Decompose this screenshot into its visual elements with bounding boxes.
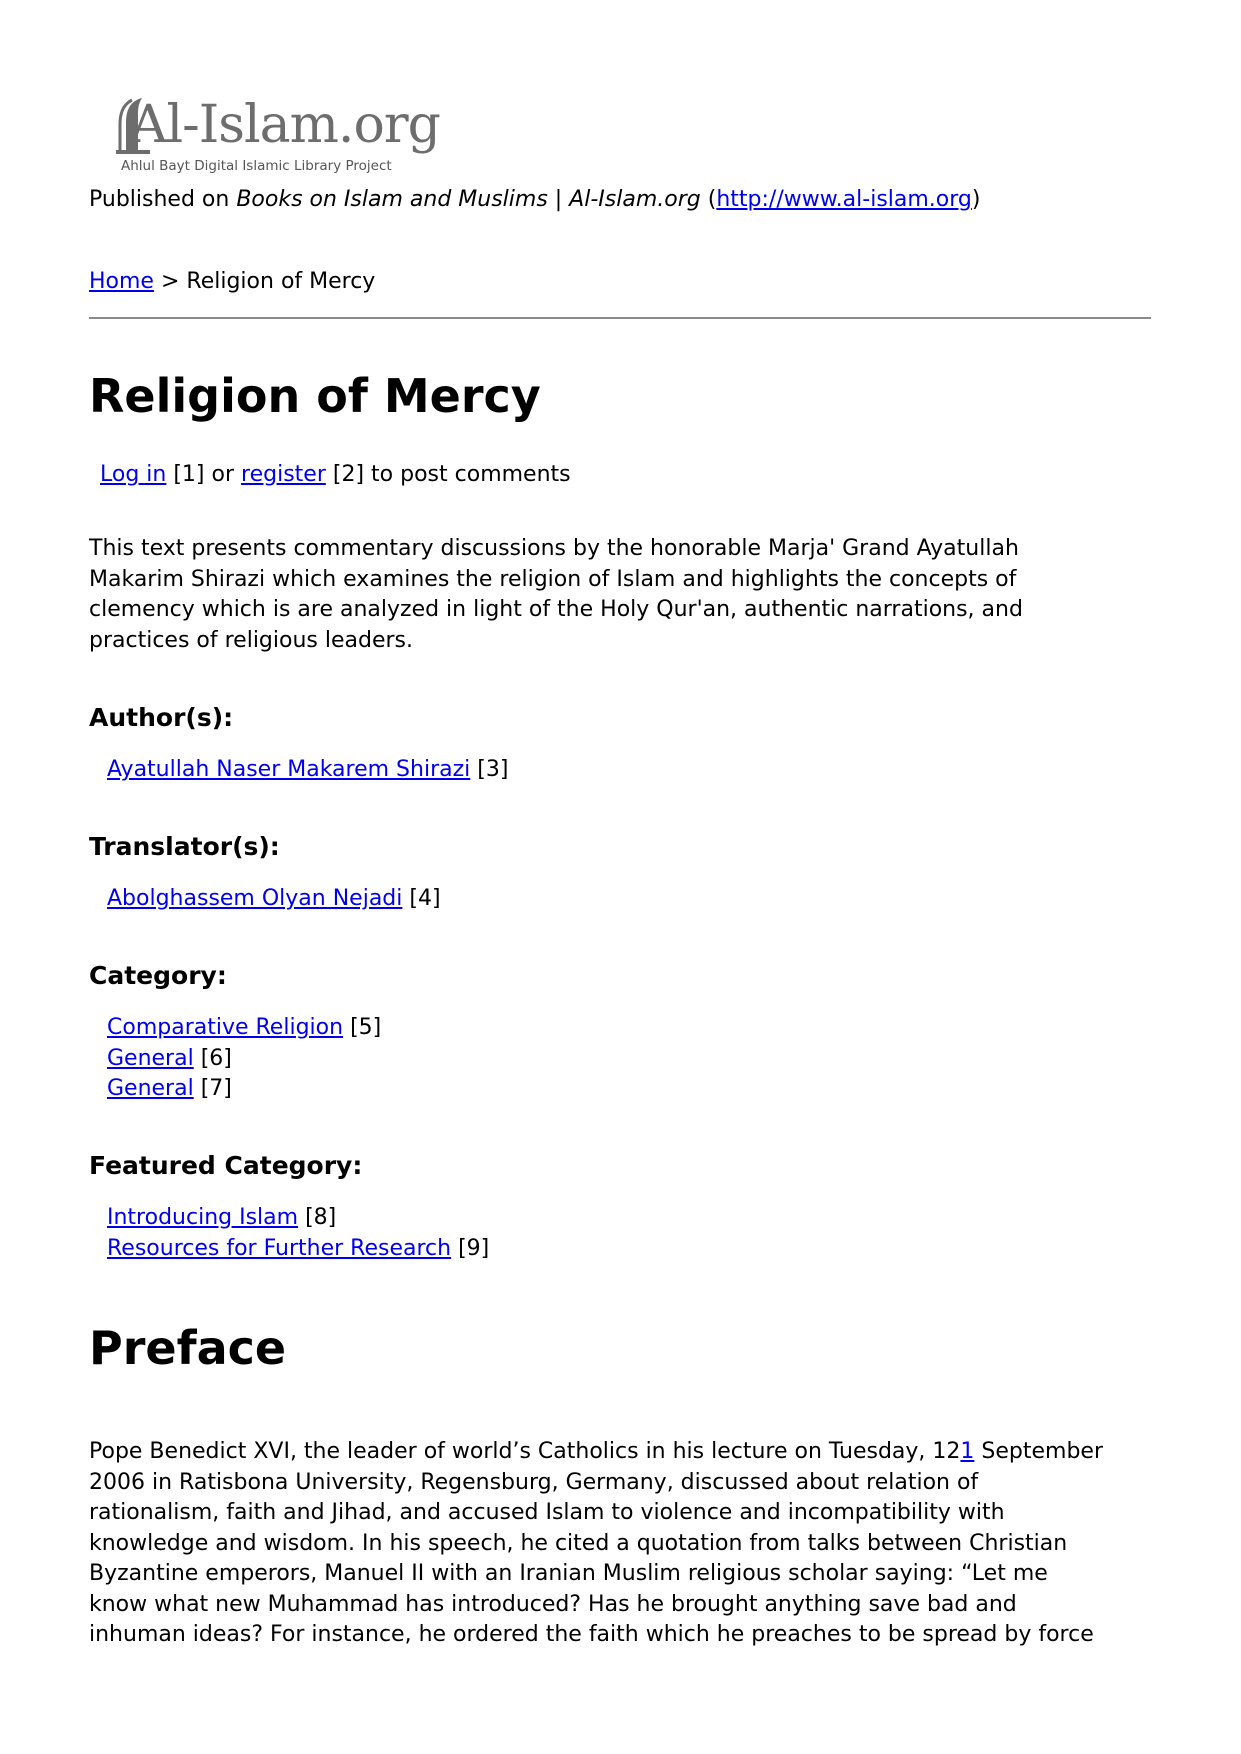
list-item <box>107 1013 381 1044</box>
login-link[interactable]: Log in <box>100 462 167 487</box>
featured-ref: [9] <box>458 1235 490 1261</box>
published-site: Books on Islam and Muslims | Al-Islam.org <box>236 187 701 212</box>
logo-tagline: Ahlul Bayt Digital Islamic Library Project <box>121 158 392 174</box>
text-line <box>89 1437 1151 1468</box>
site-url-link[interactable]: http://www.al-islam.org <box>716 187 972 212</box>
category-label: Category: <box>89 961 227 990</box>
category-link-general[interactable]: General <box>107 1045 194 1071</box>
published-url-open: ( <box>707 187 717 212</box>
preface-text <box>89 1437 1151 1651</box>
breadcrumb-current: Religion of Mercy <box>186 269 376 294</box>
category-ref: [6] <box>200 1045 232 1071</box>
login-ref: [1] <box>173 462 205 487</box>
category-link-comparative-religion[interactable]: Comparative Religion <box>107 1015 344 1040</box>
comments-suffix: to post comments <box>371 462 571 487</box>
author-link[interactable]: Ayatullah Naser Makarem Shirazi <box>107 757 471 782</box>
page-title: Religion of Mercy <box>89 369 541 423</box>
text-line: knowledge and wisdom. In his speech, he cited a quotation from talks between Christian <box>89 1530 1068 1556</box>
register-link[interactable]: register <box>241 462 326 487</box>
breadcrumb <box>89 268 375 296</box>
book-description: This text presents commentary discussions by the honorable Marja' Grand Ayatullah Makarim Shirazi which examines the religion of Islam and highlights the concepts of clemency which is are analyzed in light of the Holy Qur'an, authentic narrations, and practices of religious leaders. <box>89 536 1023 653</box>
published-url-close: ) <box>971 187 981 212</box>
list-item <box>107 884 441 915</box>
featured-category-list <box>107 1203 489 1264</box>
featured-link-introducing-islam[interactable]: Introducing Islam <box>107 1205 299 1230</box>
text-line: inhuman ideas? For instance, he ordered the faith which he preaches to be spread by force <box>89 1622 1094 1647</box>
category-ref: [7] <box>200 1076 232 1101</box>
text-line: Byzantine emperors, Manuel II with an Iranian Muslim religious scholar saying: “Let me <box>89 1561 1048 1586</box>
preface-heading: Preface <box>89 1321 287 1375</box>
text-line: rationalism, faith and Jihad, and accused Islam to violence and incompatibility with <box>89 1500 1005 1525</box>
breadcrumb-home-link[interactable]: Home <box>89 269 154 294</box>
list-item <box>107 755 508 786</box>
author-ref: [3] <box>477 757 509 782</box>
featured-link-further-research[interactable]: Resources for Further Research <box>107 1235 452 1261</box>
featured-category-label: Featured Category: <box>89 1151 363 1180</box>
breadcrumb-separator: > <box>160 269 180 294</box>
comments-or: or <box>211 462 235 487</box>
list-item <box>107 1203 489 1234</box>
comments-prompt <box>100 461 571 489</box>
text-line: 2006 in Ratisbona University, Regensburg, Germany, discussed about relation of <box>89 1469 979 1495</box>
footnote-link[interactable]: 1 <box>960 1439 975 1464</box>
text-line: know what new Muhammad has introduced? Has he brought anything save bad and <box>89 1591 1017 1617</box>
category-link-general[interactable]: General <box>107 1076 194 1101</box>
category-list <box>107 1013 381 1105</box>
register-ref: [2] <box>332 462 365 487</box>
category-ref: [5] <box>350 1015 382 1040</box>
authors-list <box>107 755 508 786</box>
list-item <box>107 1044 381 1075</box>
translator-ref: [4] <box>409 886 441 911</box>
list-item <box>107 1074 381 1105</box>
translators-label: Translator(s): <box>89 832 280 861</box>
logo-wordmark: Al-Islam.org <box>130 95 440 155</box>
translators-list <box>107 884 441 915</box>
text-segment: Pope Benedict XVI, the leader of world’s Catholics in his lecture on Tuesday, 12 <box>89 1439 961 1464</box>
list-item <box>107 1234 489 1265</box>
featured-ref: [8] <box>305 1205 337 1230</box>
header-divider <box>89 317 1151 319</box>
text-segment: September <box>974 1439 1104 1464</box>
published-line <box>89 186 980 214</box>
authors-label: Author(s): <box>89 703 234 732</box>
published-prefix: Published on <box>89 187 230 212</box>
translator-link[interactable]: Abolghassem Olyan Nejadi <box>107 886 403 911</box>
